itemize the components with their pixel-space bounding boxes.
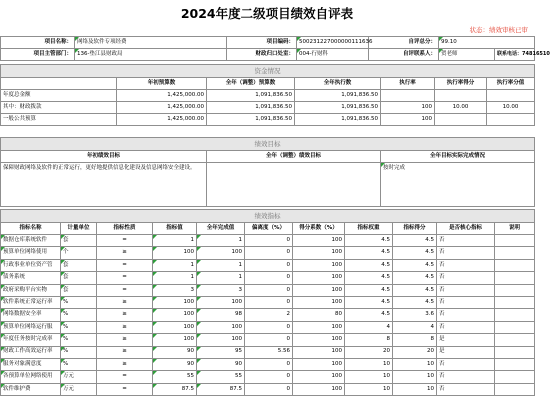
indicator-core: 否 [437,358,495,370]
indicator-coef: 100 [293,259,345,271]
indicator-dev: 0 [245,371,293,383]
funds-cell [435,90,487,102]
indicator-target: 100 [153,321,197,333]
indicator-unit: % [61,334,97,346]
indicator-unit: 套 [61,284,97,296]
indicator-unit: % [61,321,97,333]
indicator-target: 100 [153,296,197,308]
funds-cell: 100 [381,114,435,126]
funds-cell: 1,091,836.50 [207,114,295,126]
indicator-coef: 100 [293,235,345,247]
indicator-score: 10 [393,371,437,383]
funds-row [1,102,535,114]
indicator-actual: 90 [197,358,245,370]
indicator-core: 否 [437,371,495,383]
indicator-row [1,371,535,383]
indicator-row [1,321,535,333]
indicator-core: 否 [437,272,495,284]
funds-cell: 1,091,836.50 [207,90,295,102]
ind-header: 指标性质 [97,223,153,235]
dept-label: 项目主管部门： [1,49,75,61]
indicator-target: 87.5 [153,383,197,395]
indicator-core: 否 [437,284,495,296]
funds-table [0,64,535,126]
indicator-score: 4.5 [393,284,437,296]
status-badge: 状态：绩效审核已审 [469,26,528,34]
indicators-section-title: 绩效指标 [1,210,535,223]
indicator-core: 是 [437,334,495,346]
funds-row-label: 年度总金额 [1,90,117,102]
indicator-note [495,309,535,321]
funds-cell: 1,091,836.50 [295,114,381,126]
indicator-nature: = [97,371,153,383]
phone-value: 74816510 [522,51,550,57]
funds-header: 执行率分值 [487,78,535,90]
indicator-nature: ≥ [97,296,153,308]
indicator-note [495,334,535,346]
indicator-name: 预算单位网络使用 [1,247,61,259]
funds-row-label: 其中：财政拨款 [1,102,117,114]
indicator-core: 否 [437,259,495,271]
page-title: 2024年度二级项目绩效自评表 [180,6,354,21]
indicator-weight: 4.5 [345,309,393,321]
indicator-dev: 0 [245,284,293,296]
funds-row [1,114,535,126]
funds-cell [487,90,535,102]
goals-header: 全年（调整）绩效目标 [207,151,381,163]
indicator-core: 否 [437,235,495,247]
indicator-dev: 0 [245,247,293,259]
indicator-unit: % [61,309,97,321]
indicator-score: 8 [393,334,437,346]
indicator-actual: 98 [197,309,245,321]
actual-goal-text: 按时完成 [381,163,535,207]
indicator-name: 财政工作高效运行率 [1,346,61,358]
indicator-unit: % [61,296,97,308]
indicator-name: 年度任务按时完成率 [1,334,61,346]
adjusted-goal-text [207,163,381,207]
indicator-weight: 4.5 [345,247,393,259]
indicator-dev: 0 [245,235,293,247]
funds-cell: 100 [381,102,435,114]
funds-header: 全年（调整）预算数 [207,78,295,90]
indicator-note [495,383,535,395]
indicator-dev: 0 [245,321,293,333]
indicator-coef: 100 [293,383,345,395]
indicator-coef: 100 [293,272,345,284]
indicator-nature: = [97,284,153,296]
indicator-nature: ≥ [97,346,153,358]
indicator-dev: 5.56 [245,346,293,358]
indicator-score: 20 [393,346,437,358]
indicator-score: 10 [393,358,437,370]
indicator-row [1,284,535,296]
indicator-coef: 100 [293,296,345,308]
indicator-row [1,296,535,308]
indicator-target: 100 [153,334,197,346]
indicator-target: 100 [153,247,197,259]
funds-cell [487,114,535,126]
indicator-note [495,247,535,259]
goals-header: 年初绩效目标 [1,151,207,163]
indicator-actual: 1 [197,259,245,271]
phone-label: 联系电话： [497,51,523,57]
indicator-unit: 套 [61,259,97,271]
indicator-row [1,259,535,271]
indicator-weight: 4.5 [345,259,393,271]
funds-cell: 1,091,836.50 [207,102,295,114]
funds-cell: 1,091,836.50 [295,102,381,114]
indicator-name: 行政事业单位资产管 [1,259,61,271]
indicator-actual: 100 [197,334,245,346]
indicator-row [1,235,535,247]
indicator-core: 否 [437,321,495,333]
indicator-core: 否 [437,247,495,259]
funds-header: 执行率得分 [435,78,487,90]
indicator-row [1,346,535,358]
indicator-note [495,321,535,333]
indicator-nature: = [97,259,153,271]
indicator-note [495,259,535,271]
indicator-nature: ≥ [97,309,153,321]
ind-header: 指标得分 [393,223,437,235]
indicator-name: 债务系统 [1,272,61,284]
indicator-dev: 0 [245,358,293,370]
indicator-row [1,358,535,370]
indicator-target: 90 [153,358,197,370]
goals-header: 全年目标实际完成情况 [381,151,535,163]
indicator-unit: % [61,358,97,370]
indicator-row [1,272,535,284]
indicator-dev: 0 [245,334,293,346]
ind-header: 全年完成值 [197,223,245,235]
goals-table [0,137,535,207]
office-value: 004-行财科 [297,49,369,61]
funds-cell: 1,425,000.00 [117,90,207,102]
indicator-target: 1 [153,235,197,247]
indicator-score: 4.5 [393,296,437,308]
indicator-name: 软件维护费 [1,383,61,395]
indicator-coef: 100 [293,358,345,370]
indicator-actual: 1 [197,235,245,247]
indicator-nature: ≥ [97,334,153,346]
funds-header: 全年执行数 [295,78,381,90]
indicator-weight: 10 [345,371,393,383]
indicator-name: 网络数据安全率 [1,309,61,321]
indicator-weight: 20 [345,346,393,358]
indicator-nature: ≥ [97,321,153,333]
indicator-unit: 套 [61,272,97,284]
indicator-weight: 4.5 [345,272,393,284]
indicator-note [495,272,535,284]
indicator-name: 数据仓库系统软件 [1,235,61,247]
indicator-nature: = [97,235,153,247]
indicator-actual: 100 [197,247,245,259]
funds-cell: 1,425,000.00 [117,114,207,126]
indicator-core: 否 [437,296,495,308]
funds-row [1,90,535,102]
indicator-weight: 10 [345,358,393,370]
indicator-core: 否 [437,309,495,321]
indicator-name: 服务对象满意度 [1,358,61,370]
indicator-unit: 个 [61,247,97,259]
indicator-weight: 4.5 [345,296,393,308]
indicator-note [495,358,535,370]
indicator-actual: 87.5 [197,383,245,395]
funds-cell [381,90,435,102]
ind-header: 是否核心指标 [437,223,495,235]
indicator-actual: 55 [197,371,245,383]
funds-cell: 1,425,000.00 [117,102,207,114]
indicators-table [0,209,535,396]
indicator-core: 否 [437,383,495,395]
funds-header: 年初预算数 [117,78,207,90]
total-score-label: 自评总分： [369,37,439,49]
indicator-target: 1 [153,272,197,284]
project-code-label: 项目编码： [227,37,297,49]
indicator-unit: % [61,346,97,358]
indicator-nature: = [97,383,153,395]
indicator-coef: 80 [293,309,345,321]
indicator-unit: 万元 [61,383,97,395]
total-score-value: 99.10 [439,37,535,49]
indicator-nature: = [97,272,153,284]
indicator-target: 1 [153,259,197,271]
indicator-weight: 4.5 [345,284,393,296]
indicator-score: 4.5 [393,259,437,271]
indicator-score: 10 [393,383,437,395]
funds-cell: 1,091,836.50 [295,90,381,102]
funds-header: 执行率 [381,78,435,90]
indicator-actual: 100 [197,296,245,308]
funds-cell [435,114,487,126]
indicator-note [495,284,535,296]
indicator-row [1,334,535,346]
ind-header: 指标权重 [345,223,393,235]
indicator-score: 3.6 [393,309,437,321]
indicator-actual: 1 [197,272,245,284]
indicator-actual: 3 [197,284,245,296]
phone-cell [495,49,550,61]
ind-header: 指标值 [153,223,197,235]
indicator-row [1,247,535,259]
indicator-score: 4 [393,321,437,333]
funds-row-label: 一般公共预算 [1,114,117,126]
indicator-coef: 100 [293,371,345,383]
indicator-unit: 套 [61,235,97,247]
indicator-dev: 0 [245,296,293,308]
indicator-score: 4.5 [393,272,437,284]
funds-cell: 10.00 [435,102,487,114]
indicator-target: 3 [153,284,197,296]
indicators-body [1,235,535,396]
indicator-score: 4.5 [393,247,437,259]
project-code-value: 500231227000000111636 [297,37,369,49]
indicator-dev: 0 [245,383,293,395]
indicator-name: 各预算单位网络使用 [1,371,61,383]
indicator-dev: 0 [245,259,293,271]
contact-value: 贺老师 [439,49,495,61]
indicator-name: 软件系统正常运行率 [1,296,61,308]
indicator-dev: 2 [245,309,293,321]
indicator-actual: 100 [197,321,245,333]
indicator-score: 4.5 [393,235,437,247]
indicator-name: 政府采购平台实物 [1,284,61,296]
indicator-coef: 100 [293,247,345,259]
ind-header: 说明 [495,223,535,235]
indicator-weight: 8 [345,334,393,346]
contact-label: 自评联系人： [369,49,439,61]
info-table [0,36,550,61]
goals-section-title: 绩效目标 [1,138,535,151]
dept-value: 136-垫江县财政局 [75,49,227,61]
funds-cell: 10.00 [487,102,535,114]
indicator-nature: ≥ [97,358,153,370]
project-name-label: 项目名称： [1,37,75,49]
ind-header: 得分系数（%） [293,223,345,235]
indicator-weight: 4.5 [345,235,393,247]
indicator-actual: 95 [197,346,245,358]
indicator-note [495,346,535,358]
indicator-note [495,296,535,308]
indicator-coef: 100 [293,346,345,358]
indicator-core: 是 [437,346,495,358]
indicator-dev: 0 [245,272,293,284]
indicator-row [1,383,535,395]
indicator-weight: 4 [345,321,393,333]
initial-goal-text: 保障财政网络及软件的正常运行，更好地提供信息化建设及信息网络安全建设。 [1,163,207,207]
indicator-target: 55 [153,371,197,383]
indicator-name: 预算单位网络运行服 [1,321,61,333]
indicator-coef: 100 [293,284,345,296]
indicator-unit: 万元 [61,371,97,383]
funds-header-blank [1,78,117,90]
indicator-note [495,235,535,247]
ind-header: 指标名称 [1,223,61,235]
indicator-row [1,309,535,321]
indicator-coef: 100 [293,334,345,346]
funds-section-title: 资金情况 [1,65,535,78]
indicator-target: 100 [153,309,197,321]
ind-header: 计量单位 [61,223,97,235]
project-name-value: 网络及软件专项经费 [75,37,227,49]
indicator-target: 90 [153,346,197,358]
indicator-nature: ≥ [97,247,153,259]
indicator-weight: 10 [345,383,393,395]
office-label: 财政归口处室： [227,49,297,61]
indicator-note [495,371,535,383]
indicator-coef: 100 [293,321,345,333]
ind-header: 偏离度（%） [245,223,293,235]
